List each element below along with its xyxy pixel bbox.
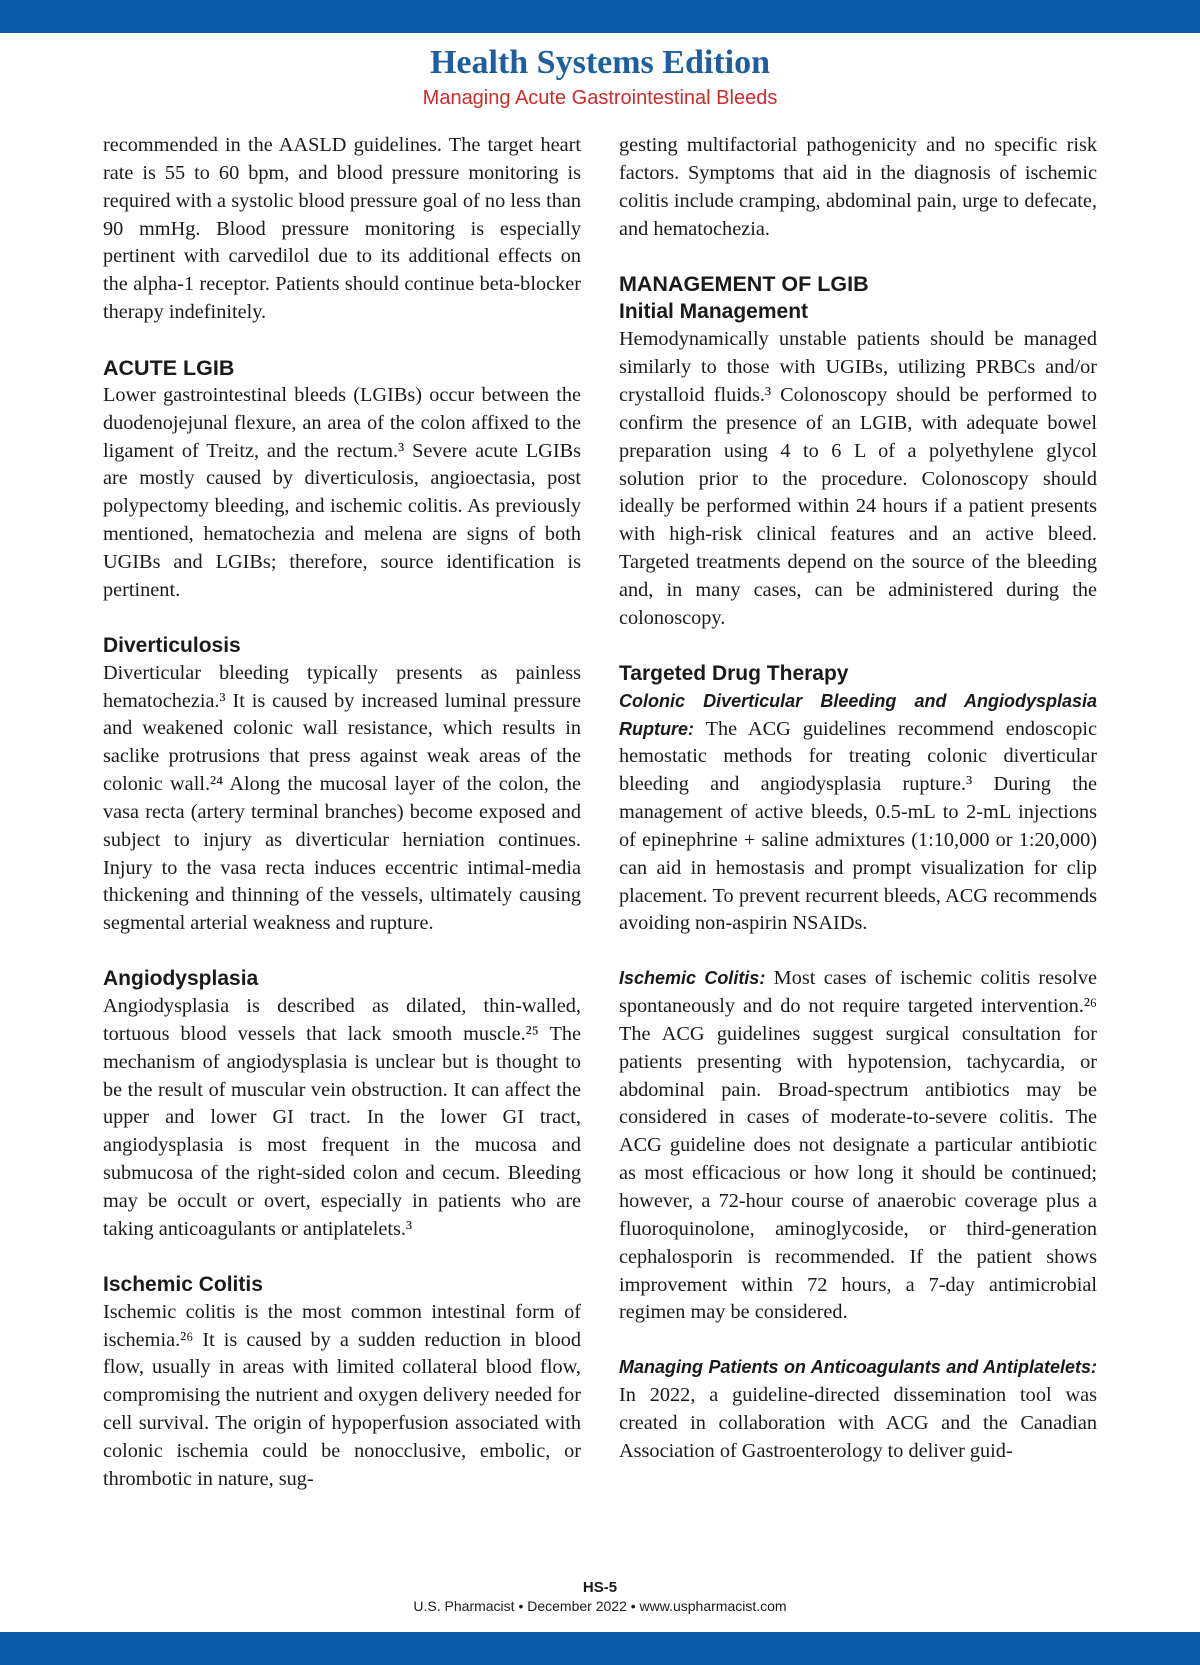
intro-paragraph: recommended in the AASLD guidelines. The target heart rate is 55 to 60 bpm, and blood pressure monitoring is required with a systolic blood pressure goal of no less than 90 mmHg. Blood pressure monitoring is especially pertinent with carvedilol due to its additional effects on the alpha-1 receptor. Patients should continue beta-blocker therapy indefinitely. [103, 134, 581, 324]
left-column [103, 132, 581, 1494]
anticoagulants-paragraph [619, 1354, 1097, 1465]
continuation-paragraph: gesting multifactorial pathogenicity and no specific risk factors. Symptoms that aid in the diagnosis of ischemic colitis include cramping, abdominal pain, urge to defecate, and hematochezia. [619, 134, 1097, 240]
ischemic-colitis-therapy-paragraph [619, 965, 1097, 1327]
ischemic-colitis-paragraph: Ischemic colitis is the most common intestinal form of ischemia.²⁶ It is caused by a sudden reduction in blood flow, usually in areas with limited collateral blood flow, compromising the nutrient and oxygen delivery needed for cell survival. The origin of hypoperfusion associated with colonic ischemia could be nonocclusive, embolic, or thrombotic in nature, sug- [103, 1300, 581, 1490]
acute-lgib-heading: ACUTE LGIB [103, 355, 235, 380]
colonic-bleeding-text: The ACG guidelines recommend endoscopic hemostatic methods for treating colonic diverticular bleeding and angiodysplasia rupture.³ During the management of active bleeds, 0.5-mL to 2-mL injections of epinephrine + saline admixtures (1:10,000 or 1:20,000) can aid in hemostasis and prompt visualization for clip placement. To prevent recurrent bleeds, ACG recommends avoiding non-aspirin NSAIDs. [619, 717, 1097, 935]
article-subtitle: Managing Acute Gastrointestinal Bleeds [422, 87, 778, 109]
bottom-banner [0, 1632, 1200, 1665]
anticoagulants-lead: Managing Patients on Anticoagulants and Antiplatelets: [619, 1357, 1097, 1378]
diverticulosis-heading: Diverticulosis [103, 633, 241, 657]
page-number: HS-5 [582, 1579, 618, 1596]
anticoagulants-text: In 2022, a guideline-directed dissemination tool was created in collaboration with ACG and the Canadian Association of Gastroenterology to deliver guid- [619, 1384, 1097, 1462]
colonic-bleeding-paragraph [619, 688, 1097, 939]
top-banner [0, 0, 1200, 33]
targeted-drug-therapy-heading: Targeted Drug Therapy [619, 661, 849, 685]
angiodysplasia-heading: Angiodysplasia [103, 967, 259, 991]
page-footer [0, 1578, 1200, 1616]
right-column [619, 132, 1097, 1466]
angiodysplasia-paragraph: Angiodysplasia is described as dilated, thin-walled, tortuous blood vessels that lack smooth muscle.²⁵ The mechanism of angiodysplasia is unclear but is thought to be the result of muscular vein obstruction. It can affect the upper and lower GI tract. In the lower GI tract, angiodysplasia is most frequent in the mucosa and submucosa of the right-sided colon and cecum. Bleeding may be occult or overt, especially in patients who are taking anticoagulants or antiplatelets.³ [103, 995, 581, 1240]
ischemic-colitis-text: Most cases of ischemic colitis resolve spontaneously and do not require targeted intervention.²⁶ The ACG guidelines suggest surgical consultation for patients presenting with hypotension, tachycardia, or abdominal pain. Broad-spectrum antibiotics may be considered in cases of moderate-to-severe colitis. The ACG guideline does not designate a particular antibiotic as most efficacious or how long it should be continued; however, a 72-hour course of anaerobic coverage plus a fluoroquinolone, aminoglycoside, or third-generation cephalosporin is recommended. If the patient shows improvement within 72 hours, a 7-day antimicrobial regimen may be considered. [619, 967, 1097, 1324]
colonic-bleeding-lead: Colonic Diverticular Bleeding and Angiodysplasia Rupture: [619, 690, 1097, 739]
initial-management-paragraph: Hemodynamically unstable patients should be managed similarly to those with UGIBs, utilizing PRBCs and/or crystalloid fluids.³ Colonoscopy should be performed to confirm the presence of an LGIB, with adequate bowel preparation using 4 to 6 L of a polyethylene glycol solution prior to the procedure. Colonoscopy should ideally be performed within 24 hours if a patient presents with high-risk clinical features and an active bleed. Targeted treatments depend on the source of the bleeding and, in many cases, can be administered during the colonoscopy. [619, 328, 1097, 629]
page-header [0, 42, 1200, 110]
initial-management-heading: Initial Management [619, 300, 809, 324]
publication-line: U.S. Pharmacist • December 2022 • www.uspharmacist.com [413, 1598, 787, 1614]
ischemic-colitis-lead: Ischemic Colitis: [619, 968, 766, 989]
management-heading: MANAGEMENT OF LGIB [619, 272, 869, 297]
ischemic-colitis-heading: Ischemic Colitis [103, 1272, 263, 1296]
diverticulosis-paragraph: Diverticular bleeding typically presents as painless hematochezia.³ It is caused by increased luminal pressure and weakened colonic wall resistance, which results in saclike protrusions that press against weak areas of the colonic wall.²⁴ Along the mucosal layer of the colon, the vasa recta (artery terminal branches) become exposed and subject to injury as diverticular herniation continues. Injury to the vasa recta induces eccentric intimal-media thickening and thinning of the vessels, ultimately causing segmental arterial weakness and rupture. [103, 661, 581, 935]
acute-lgib-paragraph: Lower gastrointestinal bleeds (LGIBs) occur between the duodenojejunal flexure, an area of the colon affixed to the ligament of Treitz, and the rectum.³ Severe acute LGIBs are mostly caused by diverticulosis, angioectasia, post polypectomy bleeding, and ischemic colitis. As previously mentioned, hematochezia and melena are signs of both UGIBs and LGIBs; therefore, source identification is pertinent. [103, 383, 581, 601]
edition-title: Health Systems Edition [429, 44, 771, 81]
